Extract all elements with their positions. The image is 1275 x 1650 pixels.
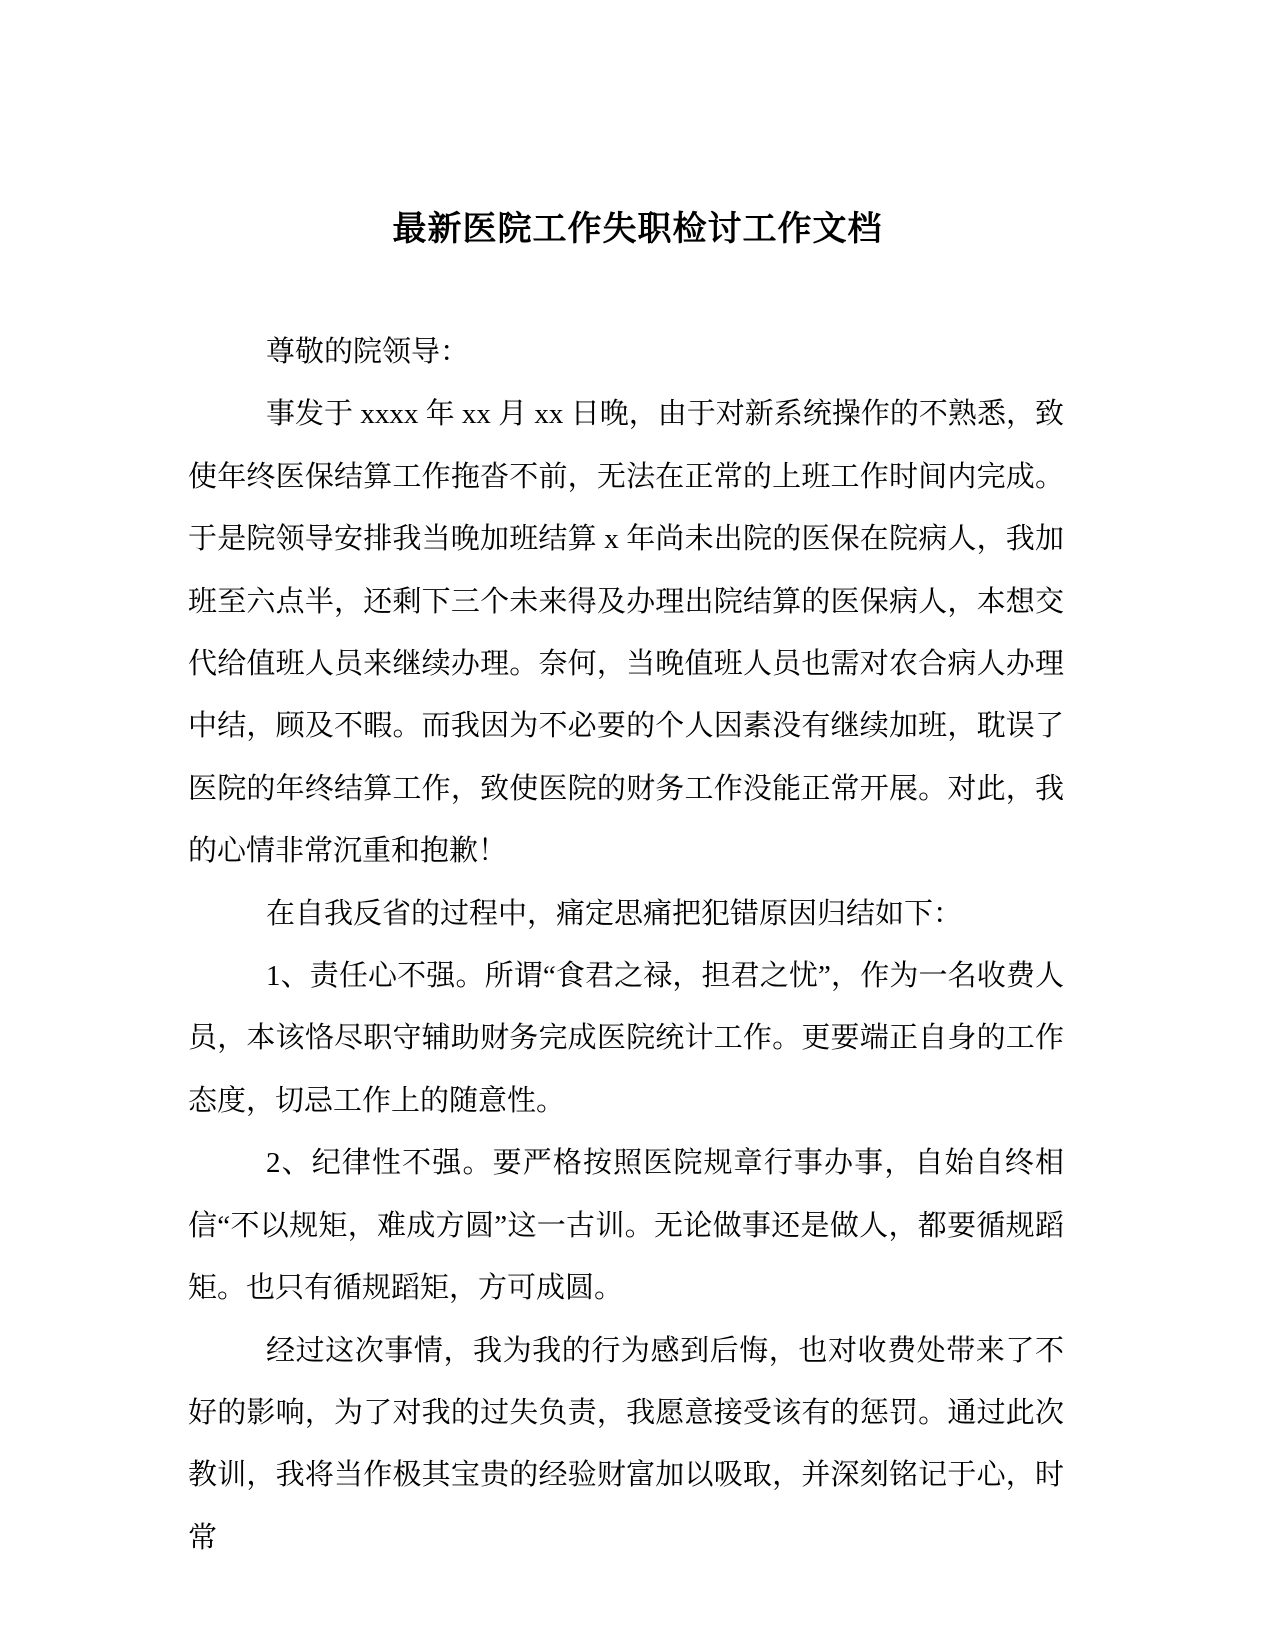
reason-item-2-paragraph: 2、纪律性不强。要严格按照医院规章行事办事，自始自终相信“不以规矩，难成方圆”这一古训。无论做事还是做人，都要循规蹈矩。也只有循规蹈矩，方可成圆。: [188, 1147, 1064, 1305]
incident-description-paragraph: 事发于 xxxx 年 xx 月 xx 日晚，由于对新系统操作的不熟悉，致使年终医保结算工作拖沓不前，无法在正常的上班工作时间内完成。于是院领导安排我当晚加班结算 x 年尚未出院的医保在院病人，我加班至六点半，还剩下三个未来得及办理出院结算的医保病人，本想交代给值班人员来继续办理。奈何，当晚值班人员也需对农合病人办理中结，顾及不暇。而我因为不必要的个人因素没有继续加班，耽误了医院的年终结算工作，致使医院的财务工作没能正常开展。对此，我的心情非常沉重和抱歉！: [188, 398, 1064, 868]
self-reflection-intro-paragraph: 在自我反省的过程中，痛定思痛把犯错原因归结如下：: [266, 897, 963, 930]
document-title: 最新医院工作失职检讨工作文档: [392, 210, 883, 248]
salutation-paragraph: 尊敬的院领导：: [266, 336, 470, 368]
closing-paragraph: 经过这次事情，我为我的行为感到后悔，也对收费处带来了不好的影响，为了对我的过失负责，我愿意接受该有的惩罚。通过此次教训，我将当作极其宝贵的经验财富加以吸取，并深刻铭记于心，时常: [188, 1334, 1064, 1554]
document-body: [188, 321, 1064, 1569]
reason-item-1-paragraph: 1、责任心不强。所谓“食君之禄，担君之忧”，作为一名收费人员，本该恪尽职守辅助财务完成医院统计工作。更要端正自身的工作态度，切忌工作上的随意性。: [188, 960, 1064, 1117]
